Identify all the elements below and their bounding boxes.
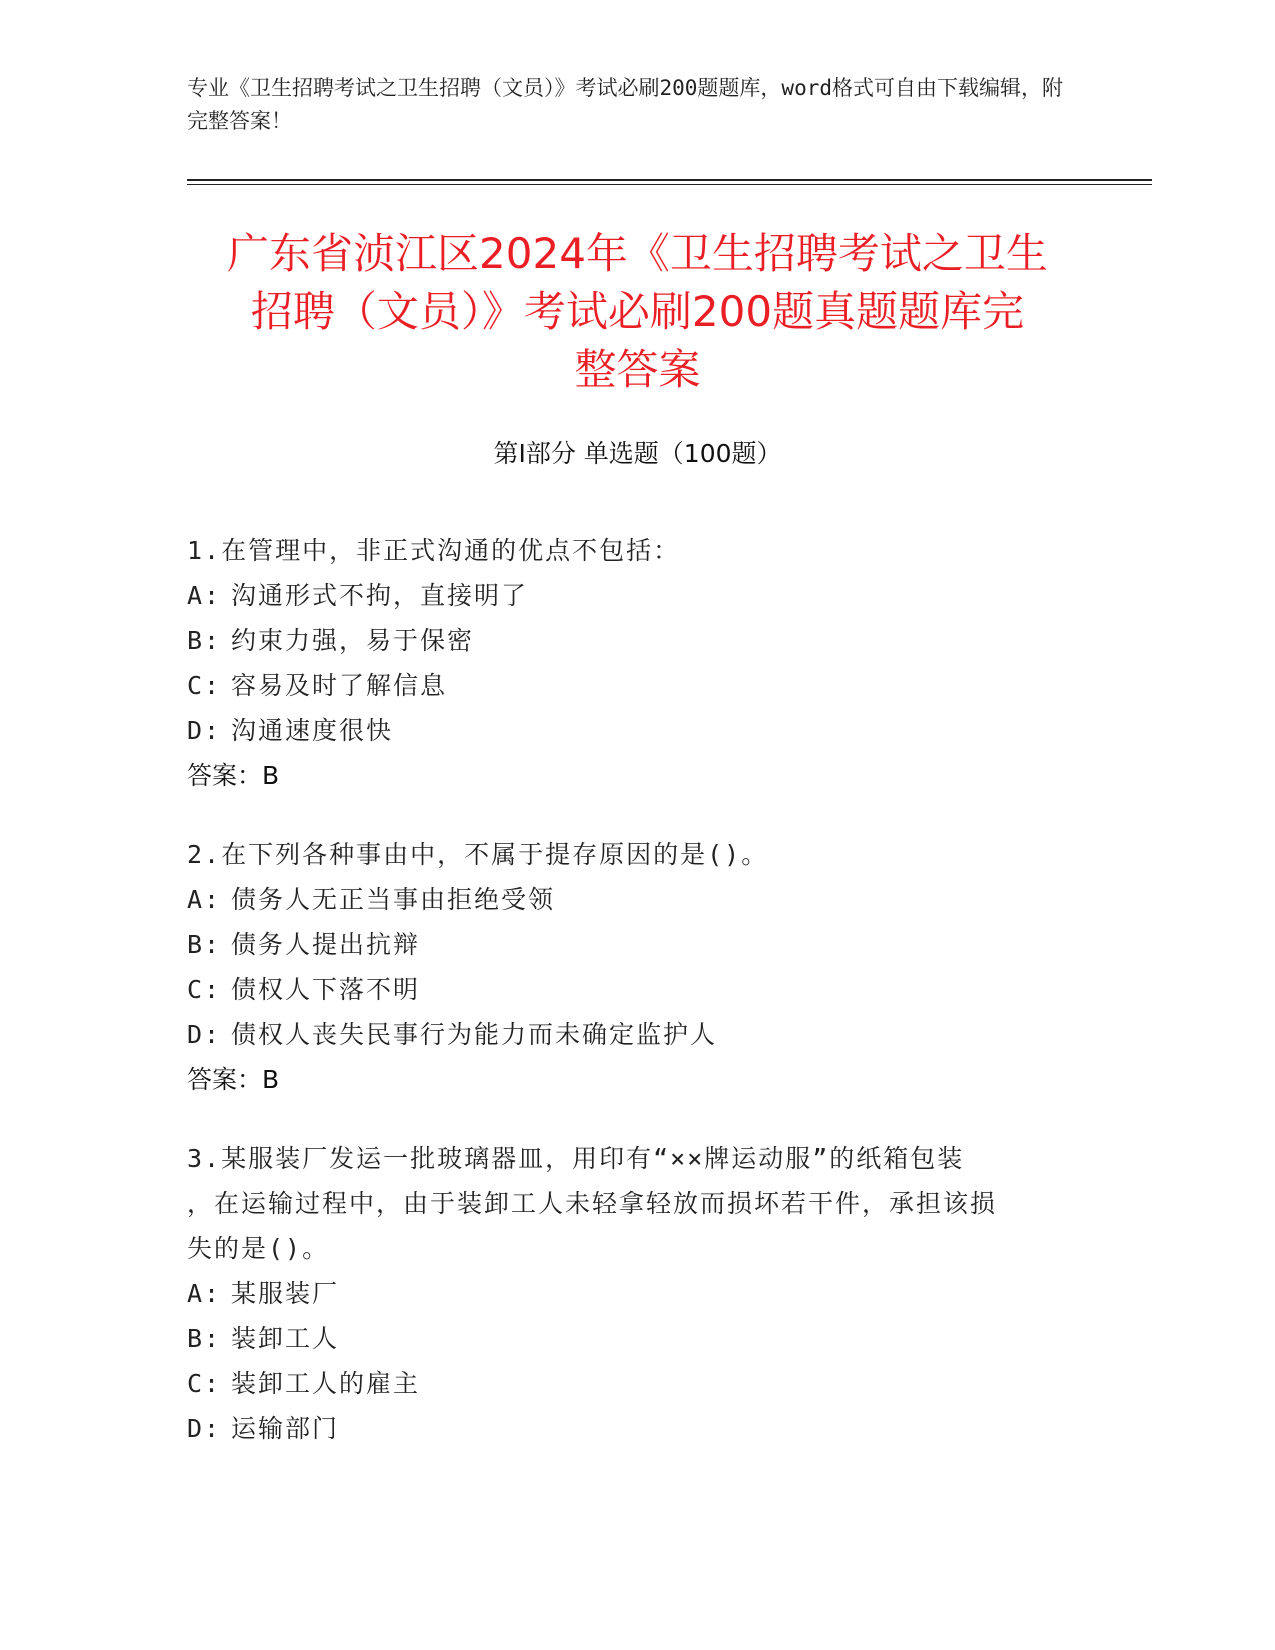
option-text: 某服装厂 [231,1279,340,1308]
option-d [187,1012,1067,1057]
section-title: 第I部分 单选题（100题） [493,439,782,468]
question-3 [187,1136,1067,1451]
option-label: A: [187,885,222,914]
question-stem: 3.某服装厂发运一批玻璃器皿，用印有“××牌运动服”的纸箱包装 [187,1144,965,1173]
option-text: 沟通形式不拘，直接明了 [231,581,529,610]
option-a [187,573,1067,618]
option-text: 装卸工人的雇主 [231,1369,421,1398]
option-label: C: [187,671,222,700]
option-text: 债权人丧失民事行为能力而未确定监护人 [231,1020,718,1049]
option-text: 债务人提出抗辩 [231,930,421,959]
option-d [187,1406,1067,1451]
option-label: D: [187,1020,222,1049]
option-c [187,1361,1067,1406]
option-d [187,708,1067,753]
question-list [187,528,1067,1485]
answer: 答案：B [187,761,280,790]
question-1 [187,528,1067,798]
question-stem: 2.在下列各种事由中，不属于提存原因的是()。 [187,840,769,869]
option-c [187,663,1067,708]
option-b [187,618,1067,663]
option-label: D: [187,1414,222,1443]
option-label: A: [187,1279,222,1308]
option-text: 运输部门 [231,1414,340,1443]
option-text: 约束力强，易于保密 [231,626,475,655]
answer: 答案：B [187,1065,280,1094]
question-2 [187,832,1067,1102]
option-label: C: [187,1369,222,1398]
option-label: B: [187,626,222,655]
header-divider-thin [187,184,1152,185]
option-b [187,922,1067,967]
option-b [187,1316,1067,1361]
option-c [187,967,1067,1012]
option-a [187,1271,1067,1316]
option-text: 容易及时了解信息 [231,671,448,700]
question-stem: 1.在管理中，非正式沟通的优点不包括： [187,536,681,565]
option-a [187,877,1067,922]
option-label: C: [187,975,222,1004]
option-text: 装卸工人 [231,1324,340,1353]
question-stem: ，在运输过程中，由于装卸工人未轻拿轻放而损坏若干件，承担该损 [187,1189,998,1218]
option-text: 沟通速度很快 [231,716,394,745]
option-text: 债权人下落不明 [231,975,421,1004]
option-label: B: [187,1324,222,1353]
title-line: 广东省浈江区2024年《卫生招聘考试之卫生 [227,229,1048,278]
header-note: 专业《卫生招聘考试之卫生招聘（文员）》考试必刷200题题库，word格式可自由下载编辑，附完整答案！ [187,76,1063,133]
document-title [170,225,1105,399]
title-line: 招聘（文员）》考试必刷200题真题题库完 [250,287,1025,336]
option-label: D: [187,716,222,745]
question-stem: 失的是()。 [187,1234,330,1263]
title-line: 整答案 [574,345,701,394]
option-label: A: [187,581,222,610]
header-divider-thick [187,179,1152,181]
option-text: 债务人无正当事由拒绝受领 [231,885,556,914]
option-label: B: [187,930,222,959]
